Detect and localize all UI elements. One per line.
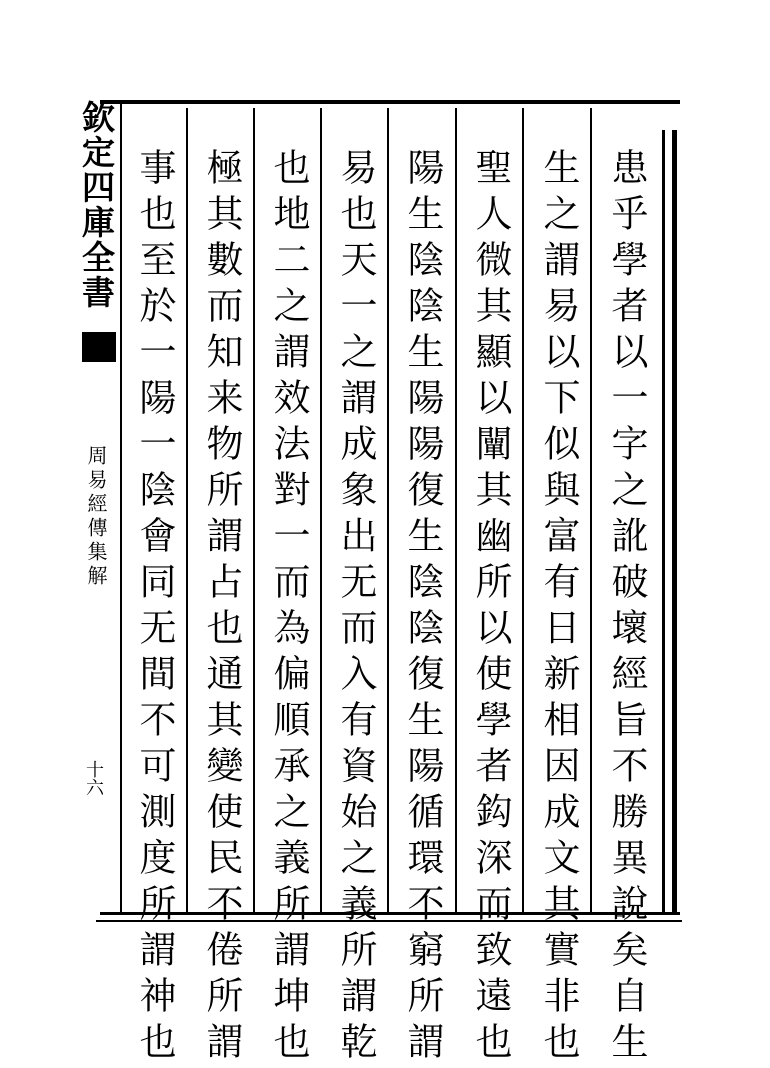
page-number: 十六 [83,760,104,796]
fishtail-mark [82,332,116,362]
column-divider [522,108,524,913]
text-column-2: 生之謂易以下似與富有日新相因成文其實非也 [537,148,580,1068]
bottom-border-outer [96,920,682,922]
column-divider [455,108,457,913]
column-divider [590,108,592,913]
column-divider [253,108,255,913]
right-border-inner [662,130,665,915]
column-divider [186,108,188,913]
text-column-5: 易也天一之謂成象出无而入有資始之義所謂乾 [334,148,377,1068]
column-divider [320,108,322,913]
text-column-3: 聖人微其顯以闡其幽所以使學者鈎深而致遠也 [469,148,512,1068]
right-border-outer [672,130,677,915]
text-column-6: 也地二之謂效法對一而為偏順承之義所謂坤也 [267,148,310,1068]
collection-title: 欽定四庫全書 [77,100,116,310]
text-column-4: 陽生陰陰生陽陽復生陰陰復生陽循環不窮所謂 [401,148,444,1068]
text-column-7: 極其數而知来物所謂占也通其變使民不倦所謂 [200,148,243,1068]
left-border [120,100,122,915]
book-title: 周易經傳集解 [84,445,108,589]
top-border [100,100,680,104]
text-column-1: 患乎學者以一字之訛破壞經旨不勝異說矣自生 [605,148,648,1068]
text-column-8: 事也至於一陽一陰會同无間不可測度所謂神也 [133,148,176,1068]
column-divider [387,108,389,913]
